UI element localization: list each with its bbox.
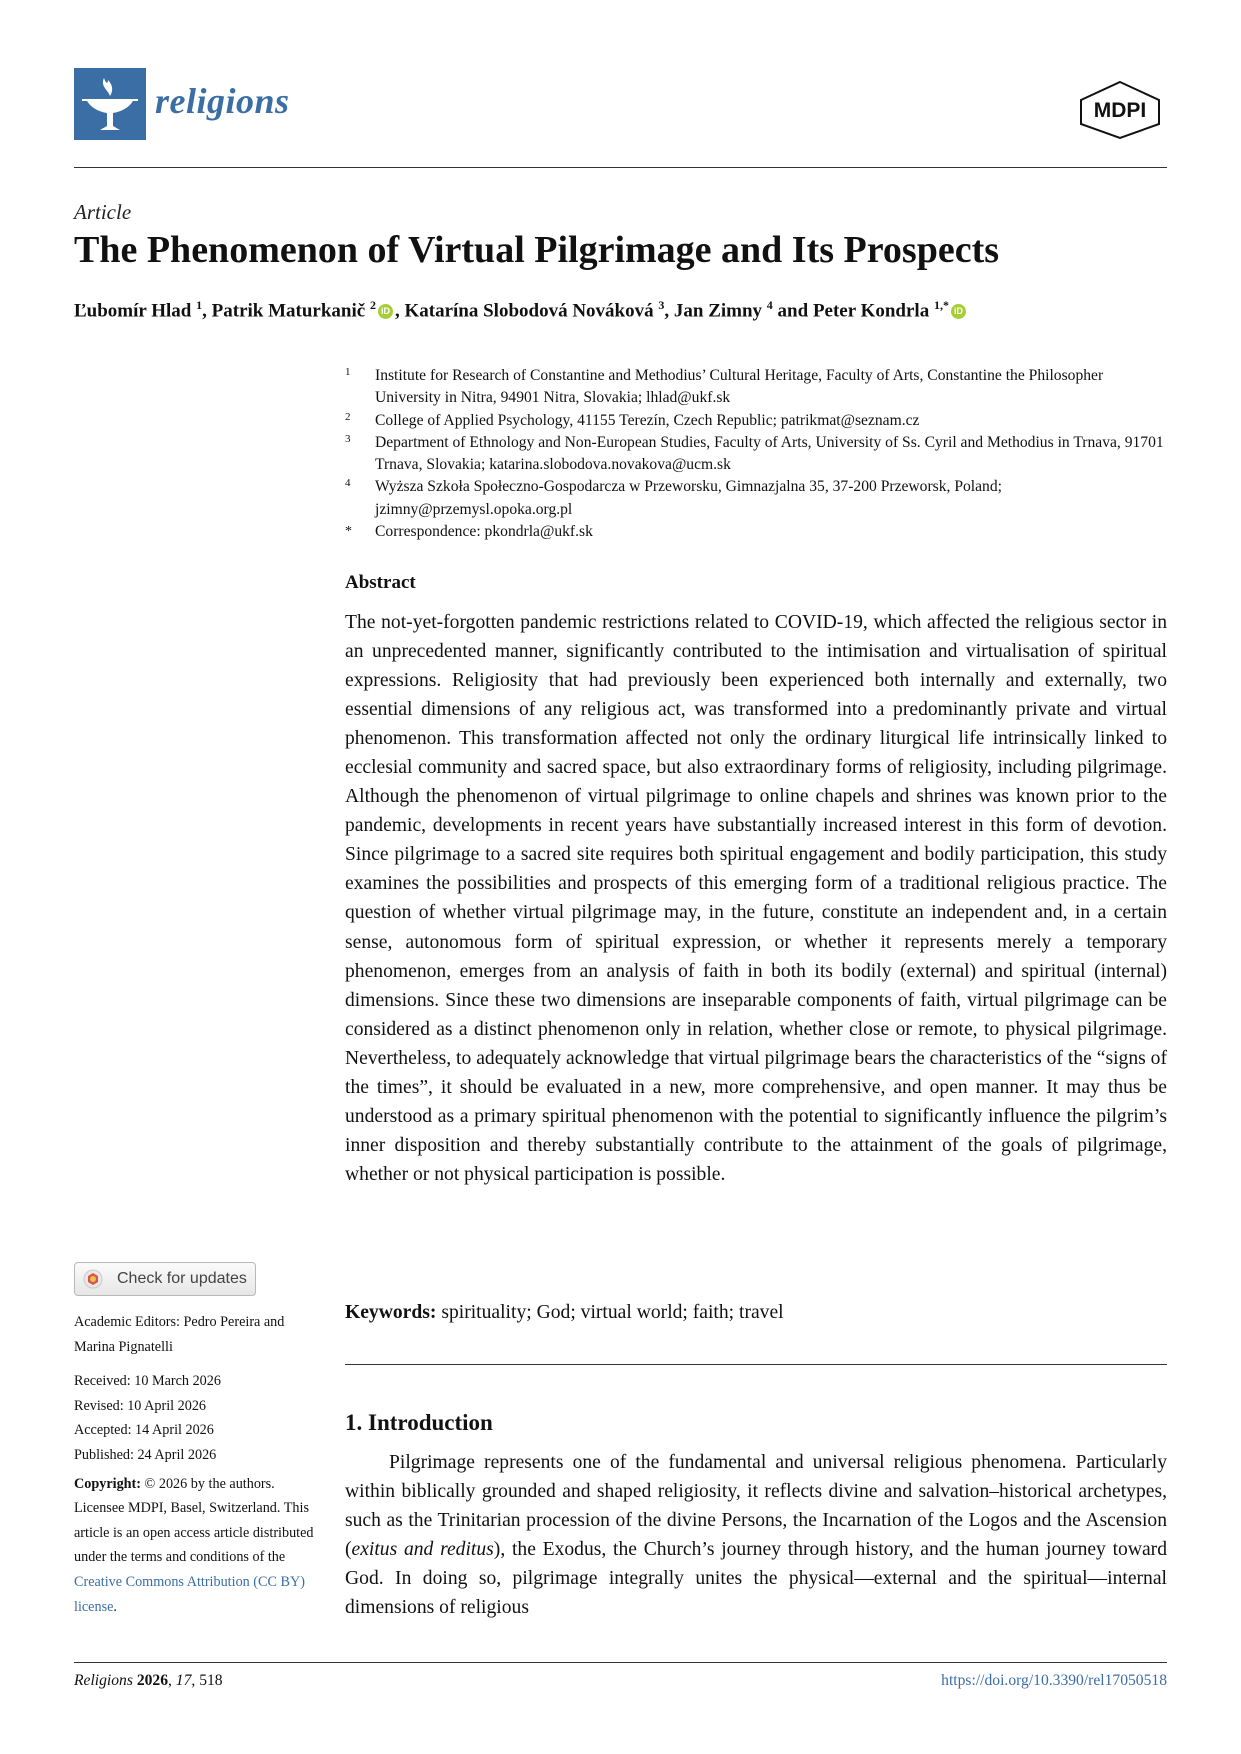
footer-volume: 17 xyxy=(175,1672,192,1689)
doi-link[interactable]: https://doi.org/10.3390/rel17050518 xyxy=(941,1672,1167,1689)
copyright-label: Copyright: xyxy=(74,1475,141,1492)
correspondence-text: Correspondence: pkondrla@ukf.sk xyxy=(375,523,593,541)
abstract-text: The not-yet-forgotten pandemic restrictions related to COVID-19, which affected the religious sector in an unprecedented manner, significantly contributed to the intimisation and virtualisation of spiritual expressions. Religiosity that had previously been experienced both internally and externally, two essential dimensions of any religious act, was transformed into a predominantly private and virtual phenomenon. This transformation affected not only the ordinary liturgical life intrinsically linked to ecclesial community and sacred space, but also extraordinary forms of religiosity, including pilgrimage. Although the phenomenon of virtual pilgrimage to online chapels and shrines was known prior to the pandemic, developments in recent years have substantially increased interest in this form of devotion. Since pilgrimage to a sacred site requires both spiritual engagement and bodily participation, this study examines the possibilities and prospects of this emerging form of a traditional religious practice. The question of whether virtual pilgrimage may, in the future, constitute an independent and, in a certain sense, autonomous form of spiritual expression, or whether it represents merely a temporary phenomenon, emerges from an analysis of faith in both its bodily (external) and spiritual (internal) dimensions. Since these two dimensions are inseparable components of faith, virtual pilgrimage can be considered as a distinct phenomenon only in relation, whether close or remote, to physical pilgrimage. Nevertheless, to adequately acknowledge that virtual pilgrimage bears the characteristics of the “signs of the times”, it should be evaluated in a new, more comprehensive, and open manner. It may thus be understood as a primary spiritual phenomenon with the potential to significantly influence the pilgrim’s inner disposition and thereby substantially contribute to the attainment of the goals of pilgrimage, whether or not physical participation is possible. xyxy=(345,612,1167,1185)
author-separator: and xyxy=(772,300,813,322)
license-link[interactable]: Creative Commons Attribution (CC BY) license xyxy=(74,1573,305,1615)
published-date: Published: 24 April 2026 xyxy=(74,1446,217,1463)
author-affiliation-marker: 4 xyxy=(766,298,773,312)
author-name: Katarína Slobodová Nováková xyxy=(404,300,654,322)
footer-article-number: 518 xyxy=(199,1672,223,1689)
mdpi-logo xyxy=(1075,80,1165,140)
article-type: Article xyxy=(74,200,132,224)
copyright-notice xyxy=(74,1472,324,1620)
affiliation-item xyxy=(345,432,1167,477)
author-separator: , xyxy=(394,300,405,322)
author-name: Jan Zimny xyxy=(673,300,763,322)
keywords-label: Keywords: xyxy=(345,1302,437,1323)
check-updates-icon xyxy=(83,1269,103,1289)
footer-journal: Religions xyxy=(74,1672,133,1689)
affiliation-text: Wyższa Szkoła Społeczno-Gospodarcza w Przeworsku, Gimnazjalna 35, 37-200 Przeworsk, Poland; jzimny@przemysl.opoka.org.pl xyxy=(375,478,1002,518)
author-list xyxy=(74,298,968,322)
intro-text-italic: exitus and reditus xyxy=(351,1539,494,1561)
introduction-paragraph xyxy=(345,1448,1167,1622)
intro-text-2: ), the Exodus, the Church’s journey through history, and the human journey toward God. In doing so, pilgrimage integrally unites the physical—external and the spiritual—internal dimensions of religious xyxy=(345,1539,1167,1619)
author-name: Patrik Maturkanič xyxy=(211,300,366,322)
journal-name: religions xyxy=(155,81,290,121)
revised-date: Revised: 10 April 2026 xyxy=(74,1397,207,1414)
author-affiliation-marker: 1,* xyxy=(933,298,949,312)
accepted-date: Accepted: 14 April 2026 xyxy=(74,1422,214,1439)
affiliations xyxy=(345,365,1167,543)
orcid-icon[interactable]: iD xyxy=(378,304,393,319)
author-name: Peter Kondrla xyxy=(812,300,930,322)
copyright-text: © 2026 by the authors. Licensee MDPI, Basel, Switzerland. This article is an open access article distributed under the terms and conditions of the xyxy=(74,1475,314,1566)
affiliation-item xyxy=(345,410,1167,432)
affiliation-number: 1 xyxy=(345,366,351,378)
affiliation-text: College of Applied Psychology, 41155 Terezín, Czech Republic; patrikmat@seznam.cz xyxy=(375,411,920,429)
author-separator: , xyxy=(202,300,212,322)
author-name: Ľubomír Hlad xyxy=(74,300,192,322)
journal-chalice-icon xyxy=(74,68,146,140)
correspondence xyxy=(345,521,1167,543)
affiliation-number: 4 xyxy=(345,477,351,490)
academic-editors: Academic Editors: Pedro Pereira and Marina Pignatelli xyxy=(74,1314,285,1355)
orcid-icon[interactable]: iD xyxy=(951,304,966,319)
article-title: The Phenomenon of Virtual Pilgrimage and Its Prospects xyxy=(74,229,1000,271)
section-heading-introduction: 1. Introduction xyxy=(345,1410,493,1435)
author-affiliation-marker: 3 xyxy=(658,298,665,312)
footer-year: 2026 xyxy=(136,1672,168,1689)
affiliation-item xyxy=(345,476,1167,521)
check-updates-label: Check for updates xyxy=(117,1270,247,1287)
intro-text-1: Pilgrimage represents one of the fundamental and universal religious phenomena. Particularly within biblically grounded and shaped religiosity, it reflects divine and salvation–historical archetypes, such as the Trinitarian procession of the divine Persons, the Incarnation of the Logos and the Ascension ( xyxy=(345,1452,1167,1561)
abstract-heading: Abstract xyxy=(345,572,416,593)
keywords xyxy=(345,1302,784,1324)
affiliation-number: 2 xyxy=(345,410,351,423)
citation-footer: Religions 2026, 17, 518 xyxy=(74,1672,223,1689)
copyright-end: . xyxy=(113,1598,117,1615)
journal-logo xyxy=(74,68,146,140)
keywords-list: spirituality; God; virtual world; faith; travel xyxy=(441,1302,784,1323)
mdpi-logo-text: MDPI xyxy=(1093,99,1147,122)
check-for-updates-button[interactable] xyxy=(74,1262,256,1296)
received-date: Received: 10 March 2026 xyxy=(74,1373,221,1390)
correspondence-marker: * xyxy=(345,524,352,540)
article-info-sidebar xyxy=(74,1310,324,1619)
affiliation-number: 3 xyxy=(345,432,351,445)
author-separator: , xyxy=(664,300,674,322)
header-divider xyxy=(74,167,1167,168)
author-affiliation-marker: 2 xyxy=(369,298,376,312)
footer-divider xyxy=(74,1662,1167,1663)
abstract-divider xyxy=(345,1364,1167,1365)
affiliation-text: Institute for Research of Constantine and Methodius’ Cultural Heritage, Faculty of Arts, Constantine the Philosopher University in Nitra, 94901 Nitra, Slovakia; lhlad@ukf.sk xyxy=(375,367,1104,407)
affiliation-text: Department of Ethnology and Non-European Studies, Faculty of Arts, University of Ss. Cyril and Methodius in Trnava, 91701 Trnava, Slovakia; katarina.slobodova.novakova@ucm.sk xyxy=(375,433,1164,474)
author-affiliation-marker: 1 xyxy=(196,298,203,312)
affiliation-item xyxy=(345,365,1167,410)
